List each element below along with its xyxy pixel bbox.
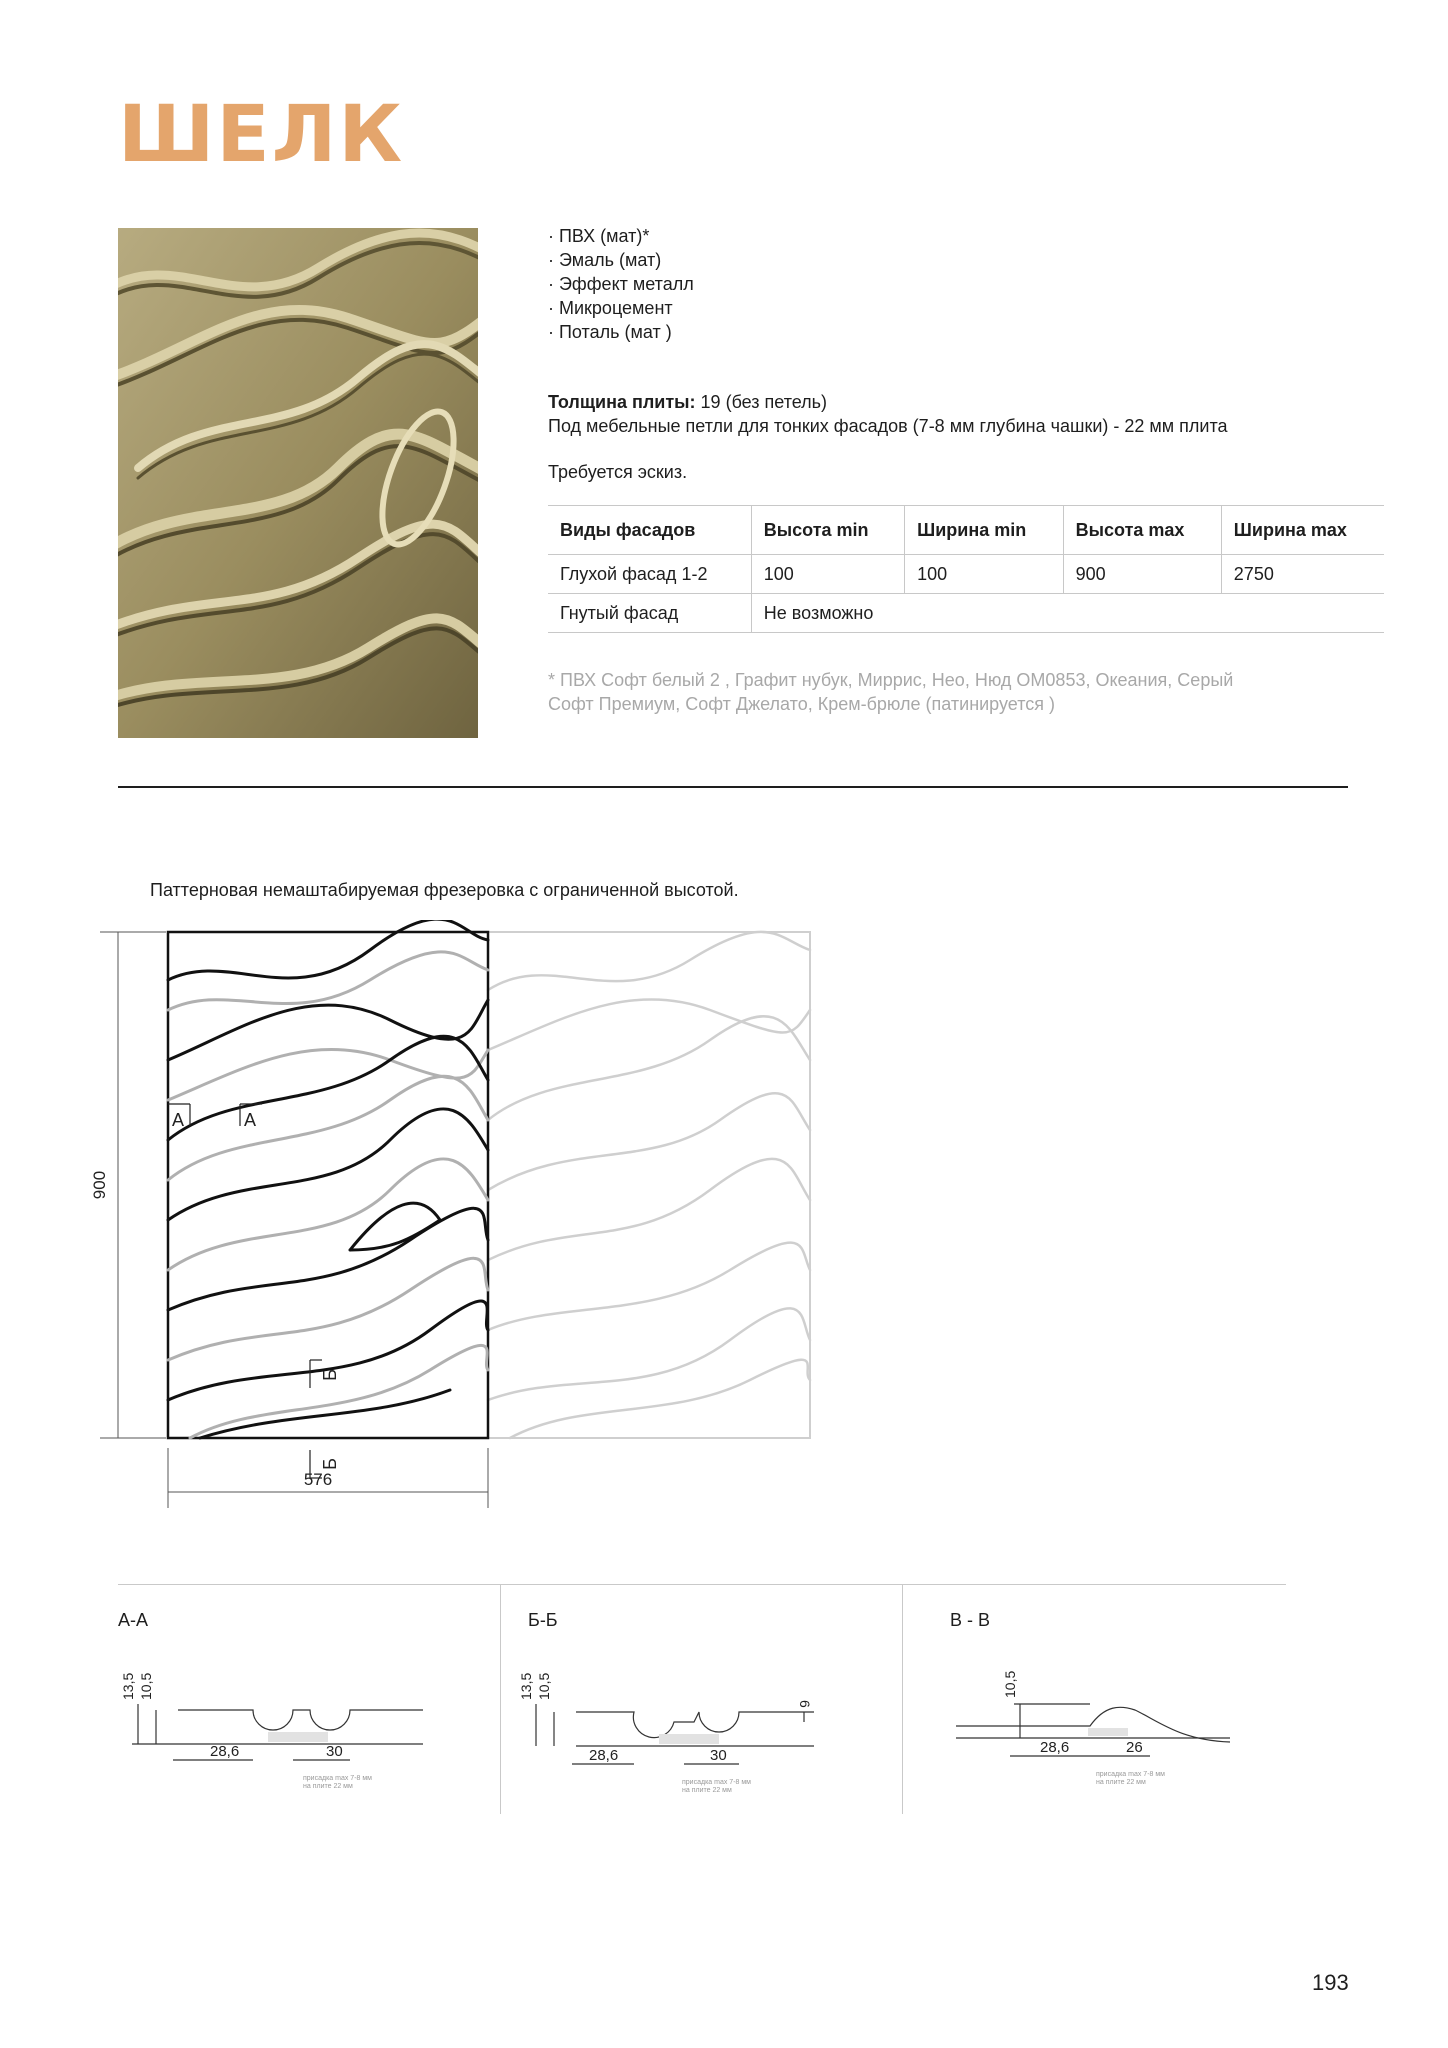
drill-note: присадка max 7-8 мм (682, 1779, 751, 1786)
hinges-note: Под мебельные петли для тонких фасадов (7-8 мм глубина чашки) - 22 мм плита (548, 416, 1228, 436)
section-title: В - В (950, 1610, 991, 1630)
sketch-note: Требуется эскиз. (548, 462, 688, 482)
dim-label: 28,6 (210, 1743, 240, 1760)
finish-item: · ПВХ (мат)* (548, 226, 650, 246)
thickness-value: 19 (без петель) (695, 392, 828, 412)
width-dimension: 576 (303, 1470, 333, 1489)
dim-label: 30 (326, 1743, 343, 1760)
table-header: Ширина max (1221, 506, 1384, 555)
drill-note: на плите 22 мм (682, 1787, 732, 1794)
table-header: Виды фасадов (548, 506, 751, 555)
dim-label: 10,5 (1002, 1670, 1018, 1698)
finish-item: · Эмаль (мат) (548, 250, 662, 270)
thickness-label: Толщина плиты: (548, 392, 696, 412)
finish-item: · Микроцемент (548, 298, 673, 318)
dim-label: 28,6 (589, 1747, 619, 1764)
dim-label: 10,5 (536, 1672, 552, 1700)
drill-note: на плите 22 мм (1096, 1779, 1146, 1786)
footnote-line: * ПВХ Софт белый 2 , Графит нубук, Миррис, Нео, Нюд ОМ0853, Океания, Серый (548, 670, 1234, 690)
dim-label: 13,5 (120, 1672, 136, 1700)
table-cell: 100 (905, 555, 1064, 594)
cut-label-b: Б (320, 1369, 340, 1381)
section-title: Б-Б (528, 1610, 558, 1630)
drill-note: присадка max 7-8 мм (1096, 1771, 1165, 1778)
table-cell: Гнутый фасад (548, 594, 751, 633)
footnote (548, 668, 1233, 716)
divider (500, 1584, 501, 1814)
divider (902, 1584, 903, 1814)
finish-item: · Поталь (мат ) (548, 322, 672, 342)
page-title: ШЕЛК (118, 90, 405, 180)
dim-label: 6 (797, 1700, 813, 1708)
cut-label-a: А (244, 1110, 257, 1130)
table-row (548, 594, 1384, 633)
table-cell: 2750 (1221, 555, 1384, 594)
pattern-drawing (90, 920, 830, 1520)
cut-label-a: А (172, 1110, 185, 1130)
finish-list (548, 224, 694, 344)
product-photo (118, 228, 478, 738)
table-cell: 100 (751, 555, 904, 594)
dim-label: 30 (710, 1747, 727, 1764)
footnote-line: Софт Премиум, Софт Джелато, Крем-брюле (патинируется ) (548, 694, 1055, 714)
drill-note: присадка max 7-8 мм (303, 1775, 372, 1782)
thickness-info (548, 390, 1228, 438)
table-cell: Не возможно (751, 594, 1384, 633)
drill-note: на плите 22 мм (303, 1783, 353, 1790)
section-profile-aa (118, 1660, 458, 1820)
section-profile-bb (514, 1660, 854, 1820)
divider (118, 786, 1348, 788)
table-cell: 900 (1063, 555, 1221, 594)
page-number: 193 (1312, 1970, 1349, 1995)
divider (118, 1584, 1286, 1585)
finish-item: · Эффект металл (548, 274, 694, 294)
table-header-row (548, 506, 1384, 555)
dim-label: 13,5 (518, 1672, 534, 1700)
table-header: Высота min (751, 506, 904, 555)
dim-label: 26 (1126, 1739, 1143, 1756)
section-profile-vv (930, 1660, 1270, 1820)
pattern-caption: Паттерновая немаштабируемая фрезеровка с ограниченной высотой. (150, 880, 739, 900)
section-title: А-А (118, 1610, 149, 1630)
spec-table (548, 505, 1384, 633)
cut-label-b: Б (320, 1458, 340, 1470)
table-cell: Глухой фасад 1-2 (548, 555, 751, 594)
dim-label: 10,5 (138, 1672, 154, 1700)
dim-label: 28,6 (1040, 1739, 1070, 1756)
table-header: Ширина min (905, 506, 1064, 555)
height-dimension: 900 (90, 1170, 109, 1200)
table-row (548, 555, 1384, 594)
table-header: Высота max (1063, 506, 1221, 555)
